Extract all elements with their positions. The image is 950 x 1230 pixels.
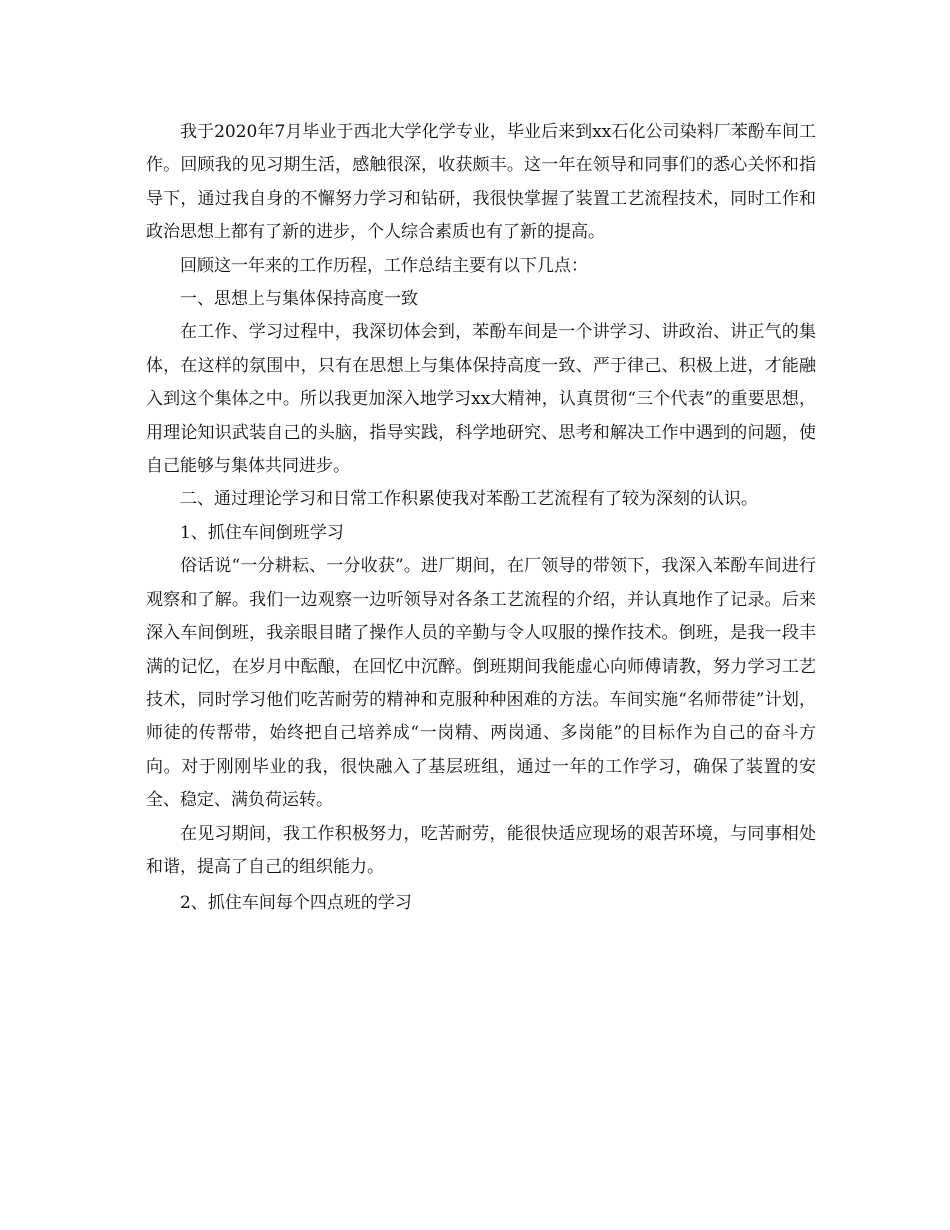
summary-lead-paragraph: 回顾这一年来的工作历程，工作总结主要有以下几点：	[180, 255, 588, 276]
section-heading-1: 一、思想上与集体保持高度一致	[180, 289, 418, 310]
subsection-1-paragraph: 俗话说“一分耕耘、一分收获”。进厂期间，在厂领导的带领下，我深入苯酚车间进行观察和了解。我们一边观察一边听领导对各条工艺流程的介绍，并认真地作了记录。后来深入车间倒班，我亲眼目睹了操作人员的辛勤与令人叹服的操作技术。倒班，是我一段丰满的记忆，在岁月中酝酿，在回忆中沉醉。倒班期间我能虚心向师傅请教，努力学习工艺技术，同时学习他们吃苦耐劳的精神和克服种种困难的方法。车间实施“名师带徒”计划，师徒的传帮带，始终把自己培养成“一岗精、两岗通、多岗能”的目标作为自己的奋斗方向。对于刚刚毕业的我，很快融入了基层班组，通过一年的工作学习，确保了装置的安全、稳定、满负荷运转。	[146, 556, 816, 811]
document-body	[146, 116, 816, 921]
internship-paragraph: 在见习期间，我工作积极努力，吃苦耐劳，能很快适应现场的艰苦环境，与同事相处和谐，提高了自己的组织能力。	[146, 823, 816, 877]
subsection-heading-2: 2、抓住车间每个四点班的学习	[180, 893, 412, 914]
section-1-paragraph: 在工作、学习过程中，我深切体会到，苯酚车间是一个讲学习、讲政治、讲正气的集体，在这样的氛围中，只有在思想上与集体保持高度一致、严于律己、积极上进，才能融入到这个集体之中。所以我更加深入地学习xx大精神，认真贯彻“三个代表”的重要思想，用理论知识武装自己的头脑，指导实践，科学地研究、思考和解决工作中遇到的问题，使自己能够与集体共同进步。	[146, 322, 816, 477]
section-heading-2: 二、通过理论学习和日常工作积累使我对苯酚工艺流程有了较为深刻的认识。	[180, 489, 758, 510]
subsection-heading-1: 1、抓住车间倒班学习	[180, 522, 344, 543]
intro-paragraph: 我于2020年7月毕业于西北大学化学专业，毕业后来到xx石化公司染料厂苯酚车间工作。回顾我的见习期生活，感触很深，收获颇丰。这一年在领导和同事们的悉心关怀和指导下，通过我自身的不懈努力学习和钻研，我很快掌握了装置工艺流程技术，同时工作和政治思想上都有了新的进步，个人综合素质也有了新的提高。	[146, 122, 816, 243]
